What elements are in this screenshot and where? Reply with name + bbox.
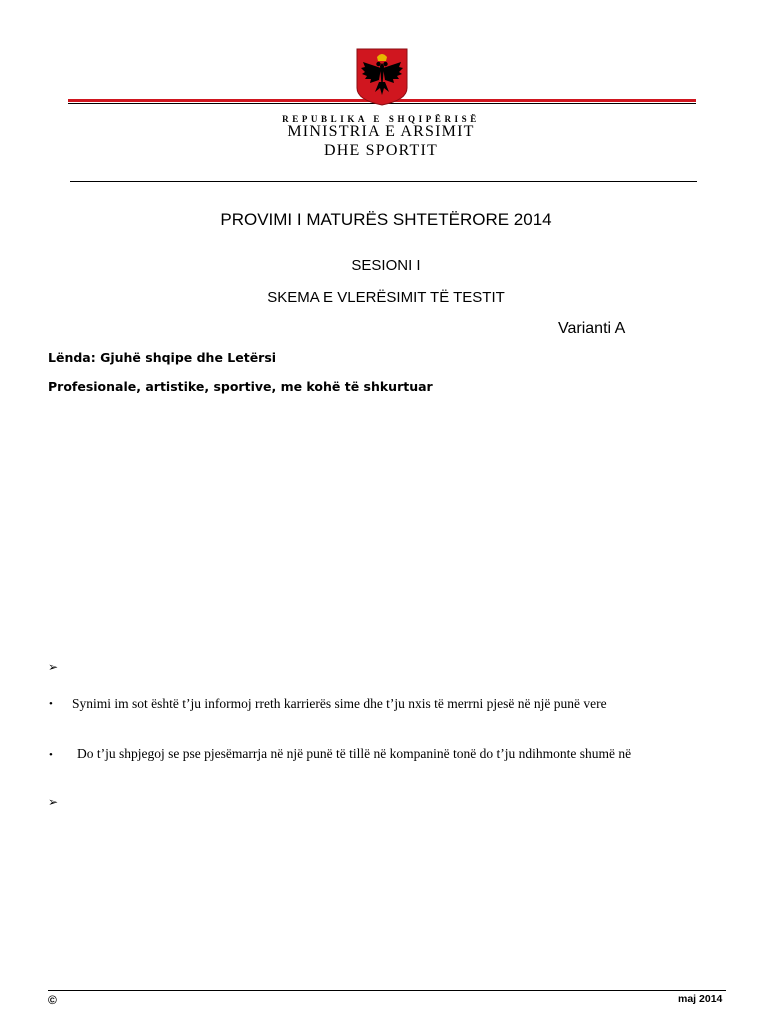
bullet-icon: • — [49, 749, 53, 761]
footer-divider — [48, 990, 726, 991]
ministry-name-line2: DHE SPORTIT — [323, 142, 439, 159]
session-label: SESIONI I — [351, 257, 421, 274]
albanian-coat-of-arms-icon — [355, 48, 409, 106]
document-title: PROVIMI I MATURËS SHTETËRORE 2014 — [220, 210, 552, 229]
bullet-text: Synimi im sot është t’ju informoj rreth karrierës sime dhe t’ju nxis të merrni pjesë në një punë vere — [72, 696, 607, 711]
category-line: Profesionale, artistike, sportive, me kohë të shkurtuar — [48, 379, 433, 394]
footer-date: maj 2014 — [678, 993, 723, 1005]
bullet-text: Do t’ju shpjegoj se pse pjesëmarrja në një punë të tillë në kompaninë tonë do t’ju ndihmonte shumë në — [77, 746, 632, 761]
copyright-symbol: © — [48, 993, 57, 1007]
header-divider — [70, 181, 697, 182]
ministry-name-line1: MINISTRIA E ARSIMIT — [287, 123, 475, 140]
variant-label: Varianti A — [558, 320, 626, 337]
republic-label: REPUBLIKA E SHQIPËRISË — [282, 114, 480, 124]
subject-line: Lënda: Gjuhë shqipe dhe Letërsi — [48, 350, 277, 365]
arrow-bullet-icon: ➢ — [48, 795, 59, 809]
bullet-icon: • — [49, 698, 53, 710]
scheme-title: SKEMA E VLERËSIMIT TË TESTIT — [267, 289, 505, 306]
arrow-bullet-icon: ➢ — [48, 660, 59, 674]
